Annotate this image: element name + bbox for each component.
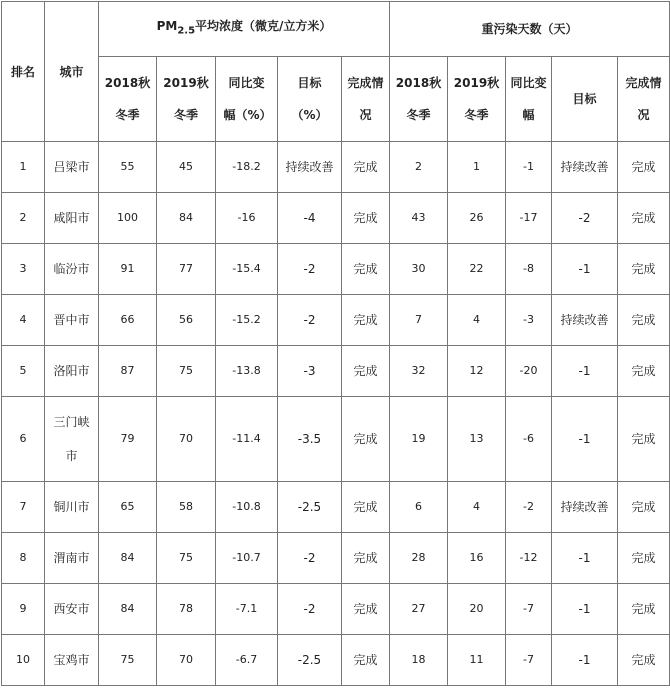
cell-pm-change: -13.8 — [216, 346, 278, 397]
cell-days-change: -7 — [506, 635, 552, 686]
cell-pm-2019: 75 — [157, 346, 216, 397]
header-group-heavy-pollution-days: 重污染天数（天） — [390, 2, 670, 57]
cell-city: 渭南市 — [45, 533, 99, 584]
cell-pm-status: 完成 — [342, 533, 390, 584]
cell-pm-change: -15.2 — [216, 295, 278, 346]
cell-days-change: -6 — [506, 397, 552, 482]
cell-pm-2019: 78 — [157, 584, 216, 635]
cell-pm-status: 完成 — [342, 193, 390, 244]
cell-pm-2018: 79 — [99, 397, 157, 482]
cell-pm-status: 完成 — [342, 584, 390, 635]
cell-city: 晋中市 — [45, 295, 99, 346]
table-row — [2, 193, 670, 244]
cell-pm-2018: 65 — [99, 482, 157, 533]
cell-pm-change: -18.2 — [216, 142, 278, 193]
cell-pm-2018: 84 — [99, 584, 157, 635]
cell-days-status: 完成 — [618, 584, 670, 635]
table-row — [2, 635, 670, 686]
header-pm-2019: 2019秋冬季 — [157, 57, 216, 142]
header-group-pm25 — [99, 2, 390, 57]
header-group-pm25-prefix: PM — [156, 19, 178, 34]
table-row — [2, 346, 670, 397]
cell-days-change: -12 — [506, 533, 552, 584]
cell-rank: 10 — [2, 635, 45, 686]
cell-days-2018: 28 — [390, 533, 448, 584]
cell-days-change: -3 — [506, 295, 552, 346]
cell-pm-target: 持续改善 — [278, 142, 342, 193]
cell-pm-target: -2 — [278, 533, 342, 584]
table-row — [2, 244, 670, 295]
cell-days-status: 完成 — [618, 635, 670, 686]
cell-rank: 8 — [2, 533, 45, 584]
header-pm-change: 同比变幅（%） — [216, 57, 278, 142]
cell-days-target: -2 — [552, 193, 618, 244]
cell-pm-target: -2 — [278, 244, 342, 295]
header-days-status: 完成情况 — [618, 57, 670, 142]
cell-pm-2018: 66 — [99, 295, 157, 346]
cell-pm-change: -6.7 — [216, 635, 278, 686]
cell-pm-target: -3 — [278, 346, 342, 397]
cell-pm-2019: 70 — [157, 635, 216, 686]
cell-pm-target: -2 — [278, 584, 342, 635]
cell-days-target: 持续改善 — [552, 295, 618, 346]
cell-city: 宝鸡市 — [45, 635, 99, 686]
cell-days-2018: 6 — [390, 482, 448, 533]
cell-pm-change: -10.8 — [216, 482, 278, 533]
cell-days-status: 完成 — [618, 142, 670, 193]
cell-days-target: -1 — [552, 635, 618, 686]
cell-city: 铜川市 — [45, 482, 99, 533]
cell-pm-2018: 87 — [99, 346, 157, 397]
cell-pm-change: -11.4 — [216, 397, 278, 482]
cell-pm-status: 完成 — [342, 244, 390, 295]
cell-city: 三门峡市 — [45, 397, 99, 482]
cell-pm-target: -3.5 — [278, 397, 342, 482]
cell-days-2019: 13 — [448, 397, 506, 482]
air-quality-ranking-table — [1, 1, 670, 686]
cell-days-change: -1 — [506, 142, 552, 193]
cell-pm-2018: 100 — [99, 193, 157, 244]
cell-pm-2019: 77 — [157, 244, 216, 295]
table-row — [2, 142, 670, 193]
cell-city: 临汾市 — [45, 244, 99, 295]
cell-pm-2019: 45 — [157, 142, 216, 193]
cell-days-change: -17 — [506, 193, 552, 244]
table-row — [2, 482, 670, 533]
cell-pm-status: 完成 — [342, 397, 390, 482]
cell-rank: 2 — [2, 193, 45, 244]
cell-pm-2019: 70 — [157, 397, 216, 482]
header-city: 城市 — [45, 2, 99, 142]
cell-days-2018: 43 — [390, 193, 448, 244]
cell-days-change: -20 — [506, 346, 552, 397]
header-group-pm25-suffix: 平均浓度（微克/立方米） — [195, 19, 332, 34]
cell-city: 咸阳市 — [45, 193, 99, 244]
header-days-change: 同比变幅 — [506, 57, 552, 142]
cell-pm-2019: 58 — [157, 482, 216, 533]
cell-days-2018: 18 — [390, 635, 448, 686]
cell-days-2018: 7 — [390, 295, 448, 346]
cell-days-target: -1 — [552, 244, 618, 295]
cell-days-status: 完成 — [618, 533, 670, 584]
cell-rank: 5 — [2, 346, 45, 397]
header-pm-status: 完成情况 — [342, 57, 390, 142]
cell-days-target: -1 — [552, 584, 618, 635]
table-row — [2, 584, 670, 635]
cell-pm-change: -16 — [216, 193, 278, 244]
cell-days-2018: 19 — [390, 397, 448, 482]
cell-pm-change: -15.4 — [216, 244, 278, 295]
cell-days-2019: 16 — [448, 533, 506, 584]
cell-city: 吕梁市 — [45, 142, 99, 193]
cell-days-2018: 2 — [390, 142, 448, 193]
cell-days-change: -2 — [506, 482, 552, 533]
cell-pm-target: -2.5 — [278, 482, 342, 533]
header-days-target: 目标 — [552, 57, 618, 142]
cell-days-2018: 27 — [390, 584, 448, 635]
cell-days-target: 持续改善 — [552, 142, 618, 193]
cell-days-2019: 4 — [448, 295, 506, 346]
cell-rank: 6 — [2, 397, 45, 482]
cell-pm-status: 完成 — [342, 142, 390, 193]
header-days-2018: 2018秋冬季 — [390, 57, 448, 142]
cell-pm-change: -7.1 — [216, 584, 278, 635]
cell-days-2019: 26 — [448, 193, 506, 244]
cell-pm-target: -2 — [278, 295, 342, 346]
cell-rank: 9 — [2, 584, 45, 635]
header-pm-2018: 2018秋冬季 — [99, 57, 157, 142]
cell-days-target: 持续改善 — [552, 482, 618, 533]
table-row — [2, 397, 670, 482]
cell-days-2019: 4 — [448, 482, 506, 533]
cell-days-status: 完成 — [618, 295, 670, 346]
cell-pm-2019: 56 — [157, 295, 216, 346]
cell-days-2018: 32 — [390, 346, 448, 397]
cell-rank: 7 — [2, 482, 45, 533]
header-pm-target: 目标（%） — [278, 57, 342, 142]
cell-days-status: 完成 — [618, 346, 670, 397]
cell-pm-2019: 84 — [157, 193, 216, 244]
table-row — [2, 533, 670, 584]
header-days-2019: 2019秋冬季 — [448, 57, 506, 142]
cell-city: 洛阳市 — [45, 346, 99, 397]
cell-days-2019: 22 — [448, 244, 506, 295]
cell-rank: 4 — [2, 295, 45, 346]
header-rank: 排名 — [2, 2, 45, 142]
cell-pm-status: 完成 — [342, 635, 390, 686]
cell-pm-status: 完成 — [342, 482, 390, 533]
cell-days-target: -1 — [552, 533, 618, 584]
cell-city: 西安市 — [45, 584, 99, 635]
cell-days-target: -1 — [552, 397, 618, 482]
cell-days-2019: 11 — [448, 635, 506, 686]
cell-days-2019: 20 — [448, 584, 506, 635]
cell-days-change: -7 — [506, 584, 552, 635]
cell-pm-2018: 91 — [99, 244, 157, 295]
cell-days-status: 完成 — [618, 193, 670, 244]
cell-pm-2018: 55 — [99, 142, 157, 193]
cell-rank: 1 — [2, 142, 45, 193]
cell-days-status: 完成 — [618, 397, 670, 482]
cell-pm-2019: 75 — [157, 533, 216, 584]
cell-days-status: 完成 — [618, 482, 670, 533]
cell-days-change: -8 — [506, 244, 552, 295]
cell-pm-2018: 75 — [99, 635, 157, 686]
table-row — [2, 295, 670, 346]
cell-pm-status: 完成 — [342, 346, 390, 397]
cell-pm-status: 完成 — [342, 295, 390, 346]
cell-pm-target: -2.5 — [278, 635, 342, 686]
cell-days-2018: 30 — [390, 244, 448, 295]
cell-days-status: 完成 — [618, 244, 670, 295]
cell-days-2019: 1 — [448, 142, 506, 193]
cell-days-2019: 12 — [448, 346, 506, 397]
cell-pm-target: -4 — [278, 193, 342, 244]
header-group-pm25-subscript: 2.5 — [177, 25, 196, 37]
cell-days-target: -1 — [552, 346, 618, 397]
cell-rank: 3 — [2, 244, 45, 295]
cell-pm-2018: 84 — [99, 533, 157, 584]
cell-pm-change: -10.7 — [216, 533, 278, 584]
